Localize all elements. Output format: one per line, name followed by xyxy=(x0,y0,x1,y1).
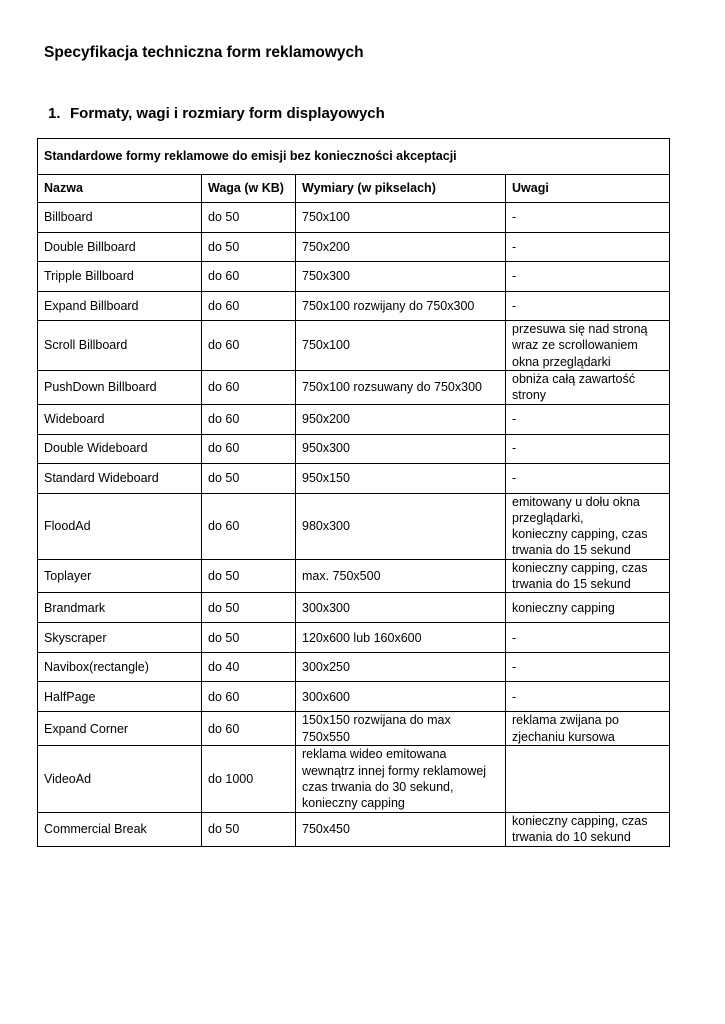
cell-weight: do 60 xyxy=(202,262,296,292)
table-row xyxy=(38,321,670,371)
section-title: Formaty, wagi i rozmiary form displayowych xyxy=(70,105,385,122)
cell-dimensions: 980x300 xyxy=(296,493,506,559)
cell-weight: do 60 xyxy=(202,321,296,371)
cell-notes: - xyxy=(506,262,670,292)
cell-weight: do 60 xyxy=(202,434,296,463)
cell-dimensions: reklama wideo emitowana wewnątrz innej formy reklamowej czas trwania do 30 sekund, konieczny capping xyxy=(296,745,506,812)
cell-dimensions: 750x100 xyxy=(296,321,506,371)
cell-dimensions: 750x300 xyxy=(296,262,506,292)
column-header-weight: Waga (w KB) xyxy=(202,175,296,203)
cell-weight: do 60 xyxy=(202,682,296,712)
cell-dimensions: 750x200 xyxy=(296,233,506,262)
cell-name: Billboard xyxy=(38,203,202,233)
cell-name: FloodAd xyxy=(38,493,202,559)
table-caption-row xyxy=(38,139,670,175)
cell-notes: - xyxy=(506,653,670,682)
cell-notes: - xyxy=(506,623,670,653)
cell-notes: reklama zwijana po zjechaniu kursowa xyxy=(506,712,670,746)
cell-name: Brandmark xyxy=(38,593,202,623)
table-row xyxy=(38,623,670,653)
section-heading xyxy=(48,105,385,122)
table-row xyxy=(38,812,670,846)
cell-notes: konieczny capping, czas trwania do 10 sekund xyxy=(506,812,670,846)
cell-notes: obniża całą zawartość strony xyxy=(506,371,670,405)
cell-name: Expand Corner xyxy=(38,712,202,746)
cell-dimensions: 950x200 xyxy=(296,404,506,434)
cell-dimensions: 950x300 xyxy=(296,434,506,463)
cell-notes: - xyxy=(506,292,670,321)
cell-name: Double Billboard xyxy=(38,233,202,262)
ad-formats-table xyxy=(37,138,670,847)
cell-dimensions: 750x450 xyxy=(296,812,506,846)
cell-dimensions: 150x150 rozwijana do max 750x550 xyxy=(296,712,506,746)
table-row xyxy=(38,371,670,405)
cell-weight: do 50 xyxy=(202,203,296,233)
cell-notes xyxy=(506,745,670,812)
cell-notes: - xyxy=(506,203,670,233)
table-row xyxy=(38,682,670,712)
cell-weight: do 50 xyxy=(202,463,296,493)
cell-dimensions: 750x100 xyxy=(296,203,506,233)
table-row xyxy=(38,493,670,559)
cell-name: Wideboard xyxy=(38,404,202,434)
cell-weight: do 1000 xyxy=(202,745,296,812)
cell-weight: do 50 xyxy=(202,812,296,846)
table-row xyxy=(38,404,670,434)
cell-notes: konieczny capping xyxy=(506,593,670,623)
cell-weight: do 60 xyxy=(202,493,296,559)
table-row xyxy=(38,434,670,463)
cell-weight: do 50 xyxy=(202,593,296,623)
cell-weight: do 60 xyxy=(202,712,296,746)
cell-name: Tripple Billboard xyxy=(38,262,202,292)
table-row xyxy=(38,203,670,233)
cell-dimensions: 120x600 lub 160x600 xyxy=(296,623,506,653)
cell-name: HalfPage xyxy=(38,682,202,712)
cell-weight: do 50 xyxy=(202,623,296,653)
cell-weight: do 50 xyxy=(202,559,296,593)
table-row xyxy=(38,463,670,493)
cell-name: VideoAd xyxy=(38,745,202,812)
cell-name: Expand Billboard xyxy=(38,292,202,321)
cell-dimensions: 300x600 xyxy=(296,682,506,712)
cell-name: Scroll Billboard xyxy=(38,321,202,371)
table-row xyxy=(38,712,670,746)
cell-notes: - xyxy=(506,463,670,493)
cell-weight: do 40 xyxy=(202,653,296,682)
table-row xyxy=(38,593,670,623)
section-number: 1. xyxy=(48,105,61,122)
cell-name: Skyscraper xyxy=(38,623,202,653)
cell-notes: - xyxy=(506,434,670,463)
cell-dimensions: 750x100 rozwijany do 750x300 xyxy=(296,292,506,321)
cell-weight: do 60 xyxy=(202,404,296,434)
cell-weight: do 60 xyxy=(202,292,296,321)
document-title: Specyfikacja techniczna form reklamowych xyxy=(44,44,364,61)
cell-name: Double Wideboard xyxy=(38,434,202,463)
cell-dimensions: 950x150 xyxy=(296,463,506,493)
cell-weight: do 60 xyxy=(202,371,296,405)
table-row xyxy=(38,745,670,812)
cell-notes: - xyxy=(506,233,670,262)
table-row xyxy=(38,653,670,682)
cell-dimensions: max. 750x500 xyxy=(296,559,506,593)
table-row xyxy=(38,292,670,321)
cell-dimensions: 300x250 xyxy=(296,653,506,682)
table-body xyxy=(38,203,670,847)
cell-notes: - xyxy=(506,682,670,712)
cell-name: Commercial Break xyxy=(38,812,202,846)
column-header-notes: Uwagi xyxy=(506,175,670,203)
cell-name: Standard Wideboard xyxy=(38,463,202,493)
cell-dimensions: 750x100 rozsuwany do 750x300 xyxy=(296,371,506,405)
table-caption: Standardowe formy reklamowe do emisji bez konieczności akceptacji xyxy=(38,139,670,175)
table-row xyxy=(38,559,670,593)
column-header-dimensions: Wymiary (w pikselach) xyxy=(296,175,506,203)
cell-dimensions: 300x300 xyxy=(296,593,506,623)
cell-name: Toplayer xyxy=(38,559,202,593)
table-header-row xyxy=(38,175,670,203)
cell-notes: emitowany u dołu okna przeglądarki, konieczny capping, czas trwania do 15 sekund xyxy=(506,493,670,559)
table-row xyxy=(38,233,670,262)
cell-notes: - xyxy=(506,404,670,434)
cell-name: PushDown Billboard xyxy=(38,371,202,405)
cell-weight: do 50 xyxy=(202,233,296,262)
cell-notes: konieczny capping, czas trwania do 15 sekund xyxy=(506,559,670,593)
cell-notes: przesuwa się nad stroną wraz ze scrollowaniem okna przeglądarki xyxy=(506,321,670,371)
cell-name: Navibox(rectangle) xyxy=(38,653,202,682)
column-header-name: Nazwa xyxy=(38,175,202,203)
table-row xyxy=(38,262,670,292)
